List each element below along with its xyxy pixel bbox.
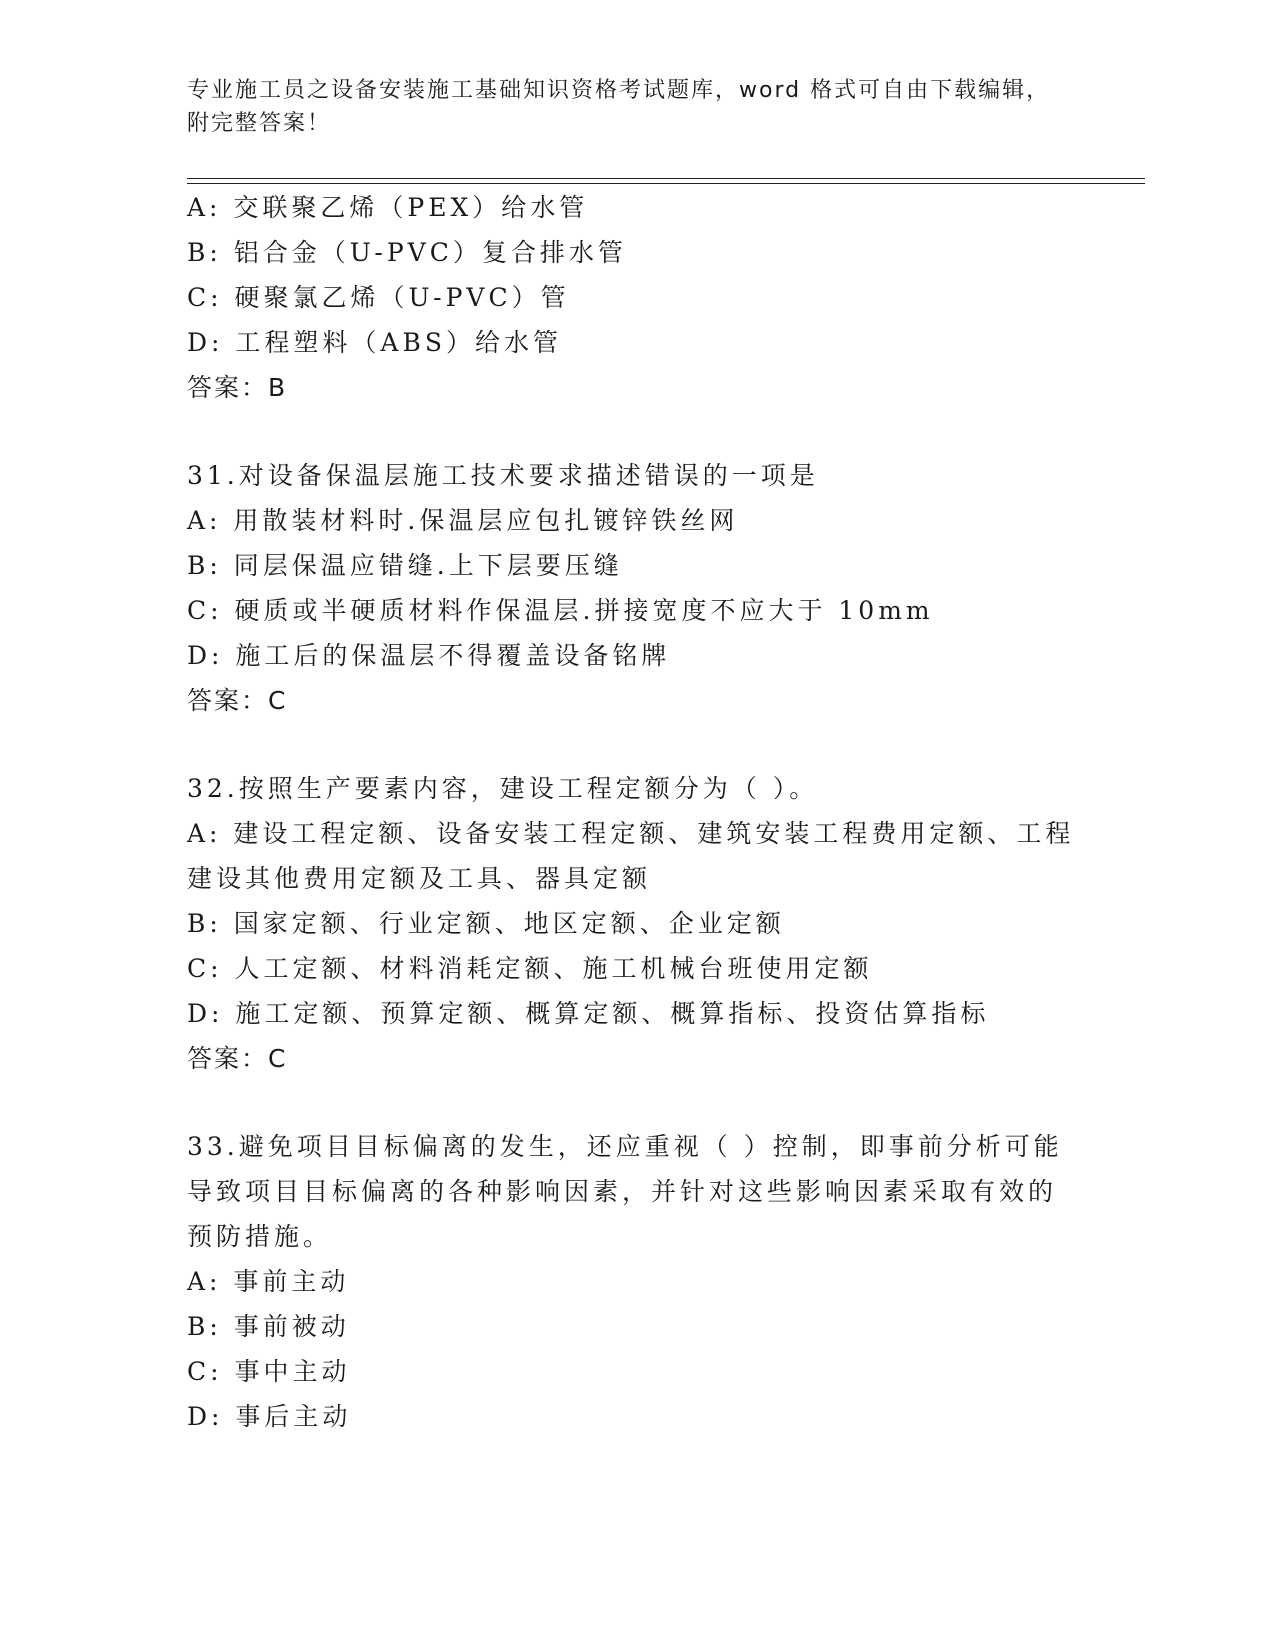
q30-option-c: C: 硬聚氯乙烯（U-PVC）管: [187, 283, 570, 312]
q33-question-line1: 33.避免项目目标偏离的发生，还应重视（ ）控制，即事前分析可能: [187, 1132, 1063, 1161]
q33-option-a: A: 事前主动: [187, 1267, 350, 1296]
q33-option-b: B: 事前被动: [187, 1312, 350, 1341]
q31-answer: 答案：C: [187, 686, 288, 715]
q30-option-b: B: 铝合金（U-PVC）复合排水管: [187, 238, 627, 267]
q32-question: 32.按照生产要素内容，建设工程定额分为（ ）。: [187, 774, 819, 803]
q33-option-c: C: 事中主动: [187, 1357, 351, 1386]
q30-option-a: A: 交联聚乙烯（PEX）给水管: [187, 193, 589, 222]
q32-answer: 答案：C: [187, 1044, 288, 1073]
header-divider-bottom: [187, 183, 1145, 184]
q31-option-c: C: 硬质或半硬质材料作保温层.拼接宽度不应大于 10mm: [187, 596, 934, 625]
q32-option-c: C: 人工定额、材料消耗定额、施工机械台班使用定额: [187, 954, 873, 983]
document-intro: [187, 74, 1067, 140]
q32-option-d: D: 施工定额、预算定额、概算定额、概算指标、投资估算指标: [187, 999, 990, 1028]
q33-question-line3: 预防措施。: [187, 1222, 333, 1251]
q33-question-line2: 导致项目目标偏离的各种影响因素，并针对这些影响因素采取有效的: [187, 1177, 1058, 1206]
q30-option-d: D: 工程塑料（ABS）给水管: [187, 328, 562, 357]
q32-option-a-line1: A: 建设工程定额、设备安装工程定额、建筑安装工程费用定额、工程: [187, 819, 1075, 848]
q31-option-d: D: 施工后的保温层不得覆盖设备铭牌: [187, 641, 671, 670]
q31-option-b: B: 同层保温应错缝.上下层要压缝: [187, 551, 623, 580]
header-divider-top: [187, 178, 1145, 179]
q33-option-d: D: 事后主动: [187, 1402, 352, 1431]
intro-line-2: 附完整答案！: [187, 111, 332, 136]
q30-answer: 答案：B: [187, 373, 288, 402]
intro-line-1: 专业施工员之设备安装施工基础知识资格考试题库，word 格式可自由下载编辑，: [187, 78, 1051, 103]
q32-option-a-line2: 建设其他费用定额及工具、器具定额: [187, 864, 652, 893]
q31-question: 31.对设备保温层施工技术要求描述错误的一项是: [187, 461, 819, 490]
q32-option-b: B: 国家定额、行业定额、地区定额、企业定额: [187, 909, 785, 938]
q31-option-a: A: 用散装材料时.保温层应包扎镀锌铁丝网: [187, 506, 739, 535]
